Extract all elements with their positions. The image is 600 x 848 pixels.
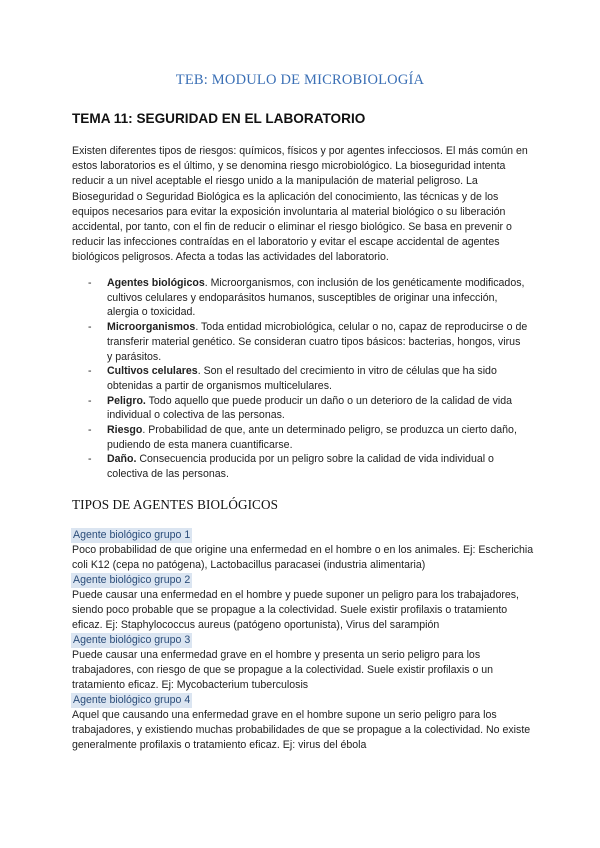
list-item [88,394,528,423]
definition: Consecuencia producida por un peligro sobre la calidad de vida individual o colectiva de las personas. [107,453,494,481]
term: Agentes biológicos [107,277,205,289]
list-item [88,452,528,481]
agent-group-1 [72,528,534,573]
group-description: Puede causar una enfermedad en el hombre y puede suponer un peligro para los trabajadores, siendo poco probable que se propague a la colectividad. Suele existir profilaxis o tratamiento eficaz. Ej: Staphylococcus aureus (patógeno oportunista), Virus del sarampión [72,589,520,631]
list-item [88,320,528,364]
section-title-seguridad: TEMA 11: SEGURIDAD EN EL LABORATORIO [72,111,366,126]
section-title-tipos: TIPOS DE AGENTES BIOLÓGICOS [72,497,279,512]
group-description: Aquel que causando una enfermedad grave en el hombre supone un serio peligro para los trabajadores, y existiendo muchas probabilidades de que se propague a la colectividad. No existe generalmente profilaxis o tratamiento eficaz. Ej: virus del ébola [72,709,531,751]
group-heading: Agente biológico grupo 1 [73,529,191,541]
term: Riesgo [107,424,143,437]
group-description: Puede causar una enfermedad grave en el hombre y presenta un serio peligro para los trabajadores, con riesgo de que se propague a la colectividad. Suele existir profilaxis o un tratamiento eficaz. Ej: Mycobacterium tuberculosis [72,649,494,691]
definition: Todo aquello que puede producir un daño o un deterioro de la calidad de vida individual o colectiva de las personas. [107,394,513,422]
term: Microorganismos [107,321,196,334]
agent-group-4 [72,693,534,753]
agent-group-2 [72,573,534,633]
definitions-list [88,276,528,482]
list-item [88,276,528,320]
document-header: TEB: MODULO DE MICROBIOLOGÍA [175,72,425,88]
definition: . Probabilidad de que, ante un determinado peligro, se produzca un cierto daño, pudiendo de esta manera cuantificarse. [107,424,517,451]
definition: . Microorganismos, con inclusión de los genéticamente modificados, cultivos celulares y endoparásitos humanos, susceptibles de originar una infección, alergia o toxicidad. [107,277,525,319]
definition: . Son el resultado del crecimiento in vitro de células que ha sido obtenidas a partir de organismos multicelulares. [107,365,497,392]
group-heading: Agente biológico grupo 4 [73,694,191,706]
term: Daño. [107,453,137,466]
list-item [88,364,528,393]
intro-paragraph: Existen diferentes tipos de riesgos: químicos, físicos y por agentes infecciosos. El más común en estos laboratorios es el último, y se denomina riesgo microbiológico. La bioseguridad intenta reducir a un nivel aceptable el riesgo unido a la manipulación de material peligroso. La Bioseguridad o Seguridad Biológica es la aplicación del conocimiento, las técnicas y de los equipos necesarios para evitar la exposición involuntaria al material biológico o su liberación accidental, por tanto, con el fin de reducir o eliminar el riesgo biológico. Se basa en prevenir o reducir las infecciones contraídas en el laboratorio y evitar el escape accidental de agentes biológicos peligrosos. Afecta a todas las actividades del laboratorio. [72,145,528,264]
agent-groups [72,528,534,753]
term: Peligro. [107,394,146,407]
list-item [88,423,528,452]
group-heading: Agente biológico grupo 2 [73,574,191,586]
group-description: Poco probabilidad de que origine una enfermedad en el hombre o en los animales. Ej: Escherichia coli K12 (cepa no patógena), Lactobacillus paracasei (industria alimentaria) [72,544,534,571]
definition: . Toda entidad microbiológica, celular o no, capaz de reproducirse o de transferir material genético. Se consideran cuatro tipos básicos: bacterias, hongos, virus y parásitos. [107,321,528,363]
term: Cultivos celulares [107,365,198,378]
group-heading: Agente biológico grupo 3 [73,634,191,646]
agent-group-3 [72,633,534,693]
